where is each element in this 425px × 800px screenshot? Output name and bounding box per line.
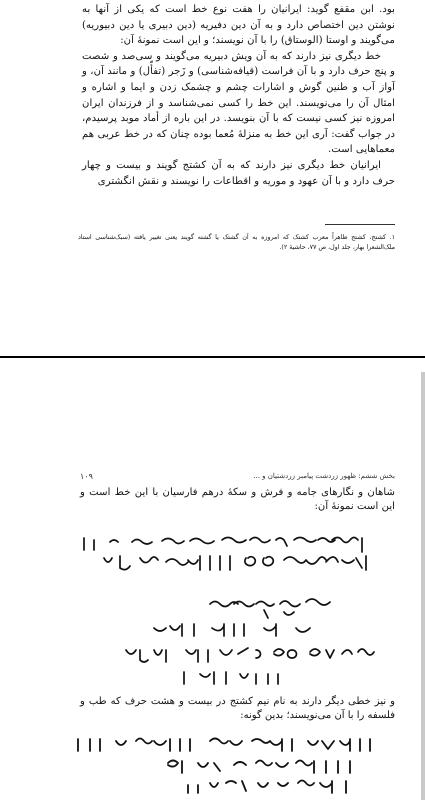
running-title: بخش ششم: ظهور زردشت پیامبر زردشتیان و ... — [253, 472, 395, 480]
paragraph-3: ایرانیان خط دیگری نیز دارند که به آن کشتج گویند و بیست و چهار حرف دارد و با آن عهود و موریه و اقطاعات را نویسند و نقش انگشتری — [82, 159, 395, 187]
kashtaj-script-sample-image — [70, 532, 390, 686]
page-number: ۱۰۹ — [80, 471, 93, 481]
half-kashtaj-script-sample-image — [70, 735, 390, 800]
text-after-samples: و نیز خطی دیگر دارند به نام نیم کشتج در بیست و هشت حرف که طب و فلسفه را با آن می‌نویسند؛ بدین گونه: — [80, 696, 395, 722]
footnote-rule — [325, 224, 395, 225]
paragraph-2: خط دیگری نیز دارند که به آن ویش دبیریه می‌گویند و سی‌صد و شصت و پنج حرف دارد و با آن فراست (قیافه‌شناسی) و زَجر (تفأّل) و مانند آن، و آواز آب و طنین گوش و اشارات چشم و چشمک زدن و ایما و اشاره و امثال آن را می‌نویسند. این خط را کسی نمی‌شناسد و از فرزندان ایران امروزه نیز کسی نیست که با آن بنویسد. در این باره از أماد موبد پرسیدم، در جواب گفت: آری این خط به منزلهٔ مُعما بوده چنان که در خط عربی هم معماهایی است. — [82, 50, 395, 156]
page-separator — [0, 356, 425, 358]
paragraph-1: بود. ابن مقفع گوید: ایرانیان را هفت نوع خط است که یکی از آنها به نوشتن دین اختصاص دارد و به آن دین دفیریه (دین دبیری یا دین دبیوریه) می‌گویند و اوستا (الوستاق) را با آن نویسند؛ و این است نمونهٔ آن: — [82, 4, 395, 47]
running-head — [80, 469, 395, 483]
text-before-samples: شاهان و نگارهای جامه و فرش و سکهٔ درهم فارسیان با این خط است و این است نمونهٔ آن: — [80, 487, 395, 512]
footnote: ۱. کشتج، کشتج ظاهراً معرب کشتک که امروزه به آن گشتک یا گشته گویند یعنی تغییر یافته (سبک‌شناسی استاد ملک‌الشعرا بهار، جلد اول، ص ۷۷، حاشیهٔ ۲). — [78, 234, 395, 251]
upper-book-page — [0, 0, 425, 350]
upper-body-text — [82, 2, 395, 189]
scan-edge-shadow — [421, 372, 425, 800]
